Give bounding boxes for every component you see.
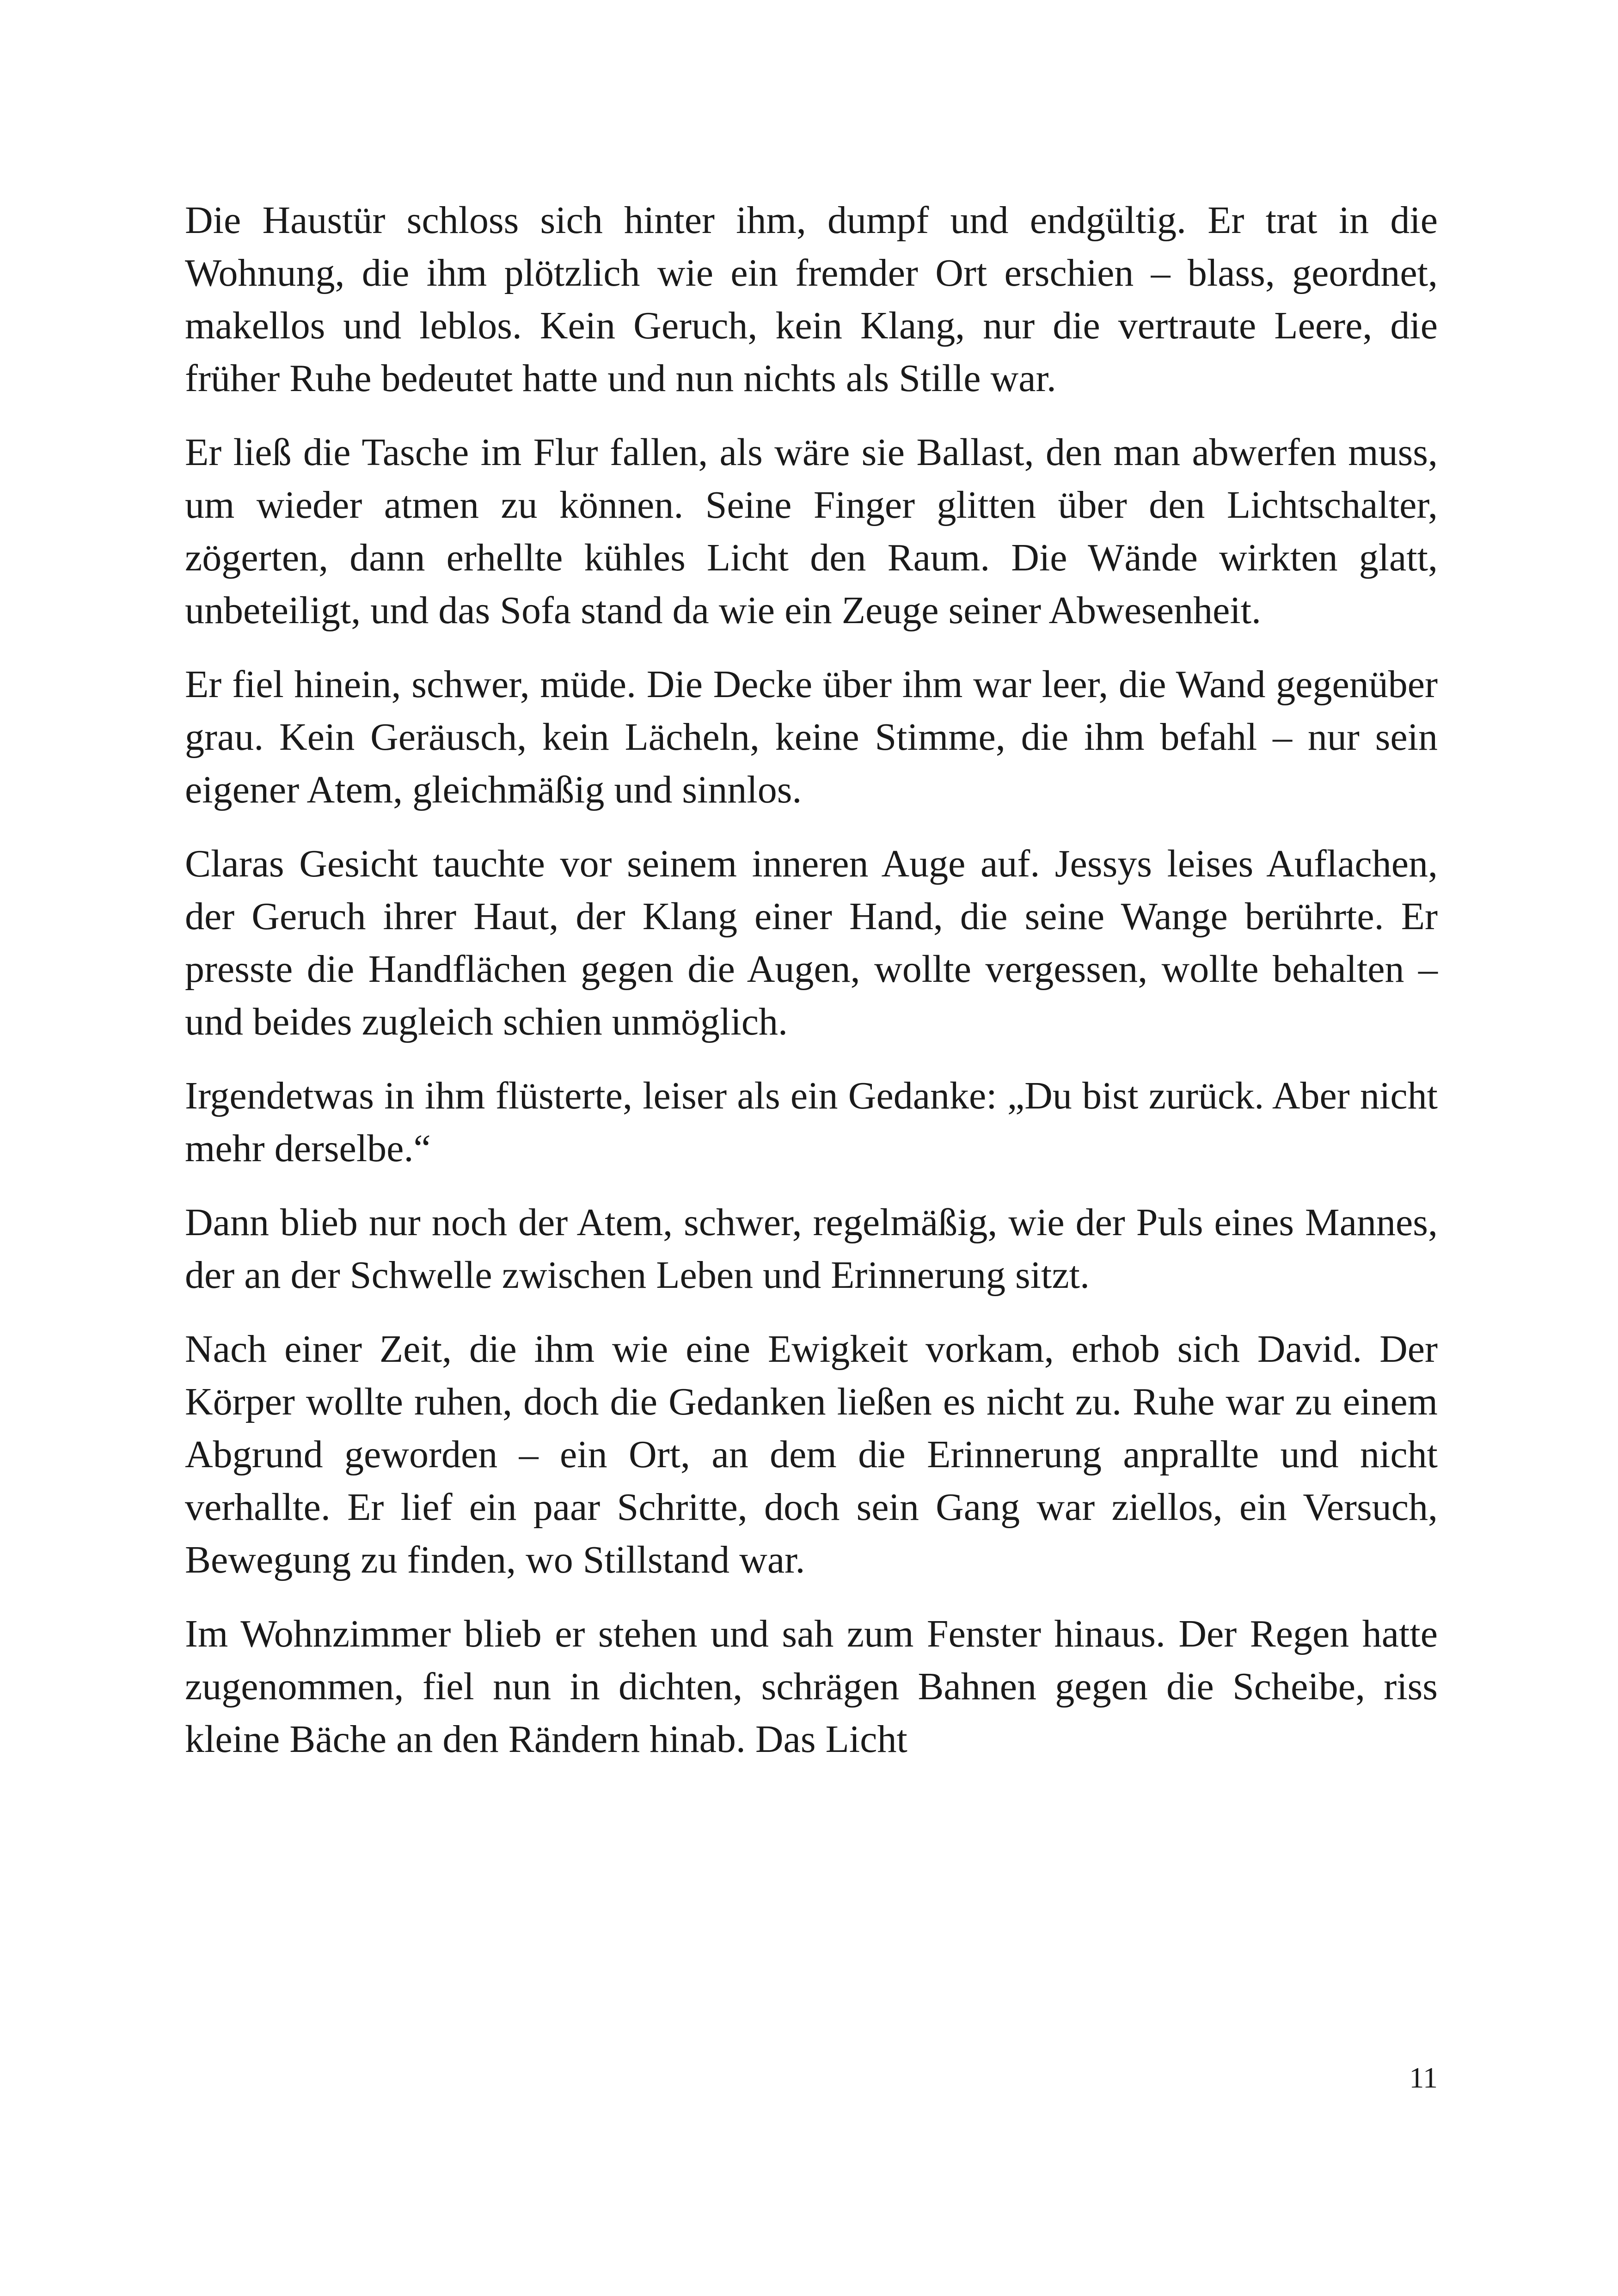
paragraph-1: Die Haustür schloss sich hinter ihm, dumpf und endgültig. Er trat in die Wohnung, die ihm plötzlich wie ein fremder Ort erschien – blass, geordnet, makellos und leblos. Kein Geruch, kein Klang, nur die vertraute Leere, die früher Ruhe bedeutet hatte und nun nichts als Stille war. [185, 199, 1438, 400]
paragraph-6: Dann blieb nur noch der Atem, schwer, regelmäßig, wie der Puls eines Mannes, der an der Schwelle zwischen Leben und Erinnerung sitzt. [185, 1201, 1438, 1297]
paragraph-2: Er ließ die Tasche im Flur fallen, als wäre sie Ballast, den man abwerfen muss, um wieder atmen zu können. Seine Finger glitten über den Lichtschalter, zögerten, dann erhellte kühles Licht den Raum. Die Wände wirkten glatt, unbeteiligt, und das Sofa stand da wie ein Zeuge seiner Abwesenheit. [185, 431, 1438, 632]
paragraph-3: Er fiel hinein, schwer, müde. Die Decke über ihm war leer, die Wand gegenüber grau. Kein Geräusch, kein Lächeln, keine Stimme, die ihm befahl – nur sein eigener Atem, gleichmäßig und sinnlos. [185, 663, 1438, 811]
body-text [185, 194, 1438, 1787]
paragraph-4: Claras Gesicht tauchte vor seinem inneren Auge auf. Jessys leises Auflachen, der Geruch ihrer Haut, der Klang einer Hand, die seine Wange berührte. Er presste die Handflächen gegen die Augen, wollte vergessen, wollte behalten – und beides zugleich schien unmöglich. [185, 842, 1438, 1043]
page-number: 11 [1409, 2061, 1438, 2094]
paragraph-7: Nach einer Zeit, die ihm wie eine Ewigkeit vorkam, erhob sich David. Der Körper wollte ruhen, doch die Gedanken ließen es nicht zu. Ruhe war zu einem Abgrund geworden – ein Ort, an dem die Erinnerung anprallte und nicht verhallte. Er lief ein paar Schritte, doch sein Gang war ziellos, ein Versuch, Bewegung zu finden, wo Stillstand war. [185, 1328, 1438, 1581]
paragraph-8: Im Wohnzimmer blieb er stehen und sah zum Fenster hinaus. Der Regen hatte zugenommen, fiel nun in dichten, schrägen Bahnen gegen die Scheibe, riss kleine Bäche an den Rändern hinab. Das Licht [185, 1612, 1438, 1761]
paragraph-5: Irgendetwas in ihm flüsterte, leiser als ein Gedanke: „Du bist zurück. Aber nicht mehr derselbe.“ [185, 1074, 1438, 1170]
